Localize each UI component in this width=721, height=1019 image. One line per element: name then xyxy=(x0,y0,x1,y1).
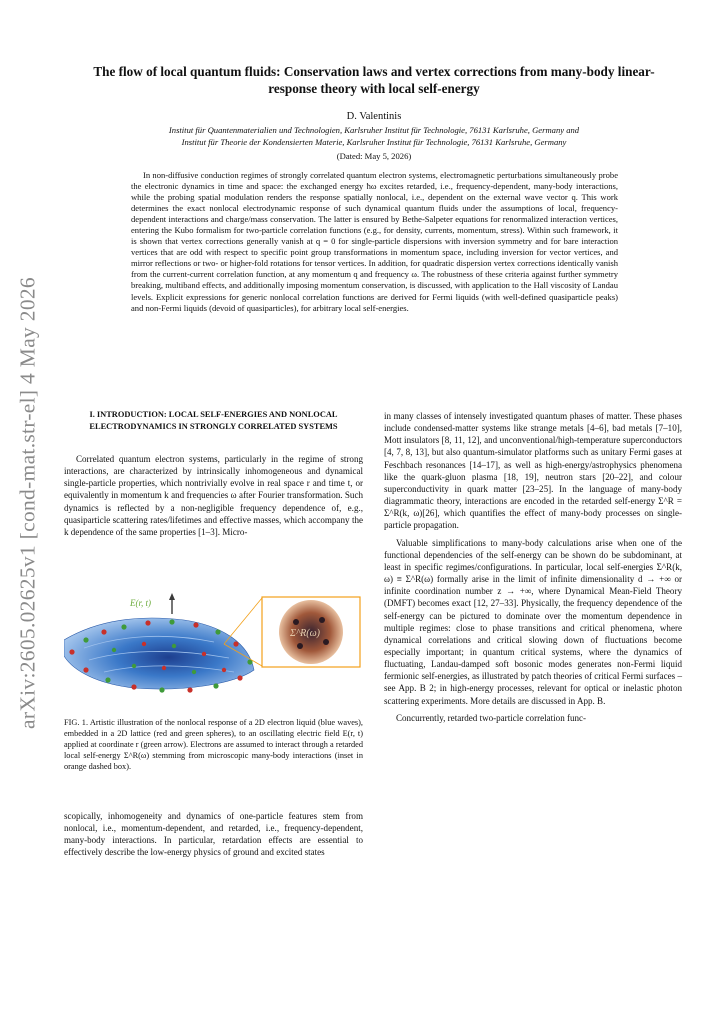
paragraph: Correlated quantum electron systems, particularly in the regime of strong interactions, are characterized by intrinsically inhomogeneous and dynamical single-particle properties, which nontrivially evolve in real space r and time t, or equivalently in momentum k and frequencies ω after Fourier transformation. Such dynamics is reflected by a non-negligible frequency dependence of, e.g., quasiparticle scattering rates/lifetimes and effective masses, which accompany the k dependence of the same properties [1–3]. Micro- xyxy=(64,454,363,537)
left-column-intro xyxy=(64,453,363,538)
arxiv-id: arXiv:2605.02625v1 [cond-mat.str-el] 4 May 2026 xyxy=(15,277,40,729)
figure-illustration xyxy=(64,592,363,704)
author: D. Valentinis xyxy=(346,111,402,122)
field-label: E(r, t) xyxy=(130,598,151,608)
abstract: In non-diffusive conduction regimes of strongly correlated quantum electron systems, electromagnetic perturbations simultaneously probe the electronic dynamics in time and space: the exchanged energy ħω excites retarded, i.e., frequency-dependent, many-body interactions, while the probing spatial modulation renders the response spatially nonlocal, i.e., dependent on the external wave vector q. This work determines the exact nonlocal electrodynamic response of such dynamical quantum fluids under the assumptions of local, frequency-dependent interactions and charge/mass conservation. The latter is ensured by Bethe-Salpeter equations for renormalized interaction vertices, entering the Kubo formalism for two-particle correlation functions (e.g., for density, currents, momentum, stress). Within such framework, it is shown that vertex corrections generally vanish at q = 0 for single-particle dispersions with inversion symmetry and for bare interaction vertices that are odd with respect to specific point group transformations in momentum space, including inversion for vector vertices, and mirror reflections or two- or higher-fold rotations for tensor vertices. In addition, for quadratic dispersion vertex corrections identically vanish from the current-current correlation function, at any momentum q and frequency ω. The robustness of these criteria against further symmetry breaking, multiband effects, and additionally imposing momentum conservation, is discussed, with application to the Hall viscosity of Landau levels. Explicit expressions for generic nonlocal correlation functions are derived for Fermi liquids (with well-defined quasiparticle peaks) and non-Fermi liquids (devoid of quasiparticles), for arbitrary local self-energies. xyxy=(131,170,618,313)
affiliation-1: Institut für Quantenmaterialien und Technologien, Karlsruher Institut für Technologie, 76131 Karlsruhe, Germany and xyxy=(168,125,580,135)
left-column-continued xyxy=(64,810,363,859)
date-line: (Dated: May 5, 2026) xyxy=(336,151,412,161)
arxiv-stamp xyxy=(8,258,48,748)
affiliations xyxy=(70,125,678,148)
paragraph: in many classes of intensely investigated quantum phases of matter. These phases include condensed-matter systems like strange metals [4–6], bad metals [7–10], Mott insulators [8, 11, 12], and unconventional/high-temperature superconductors [4, 7, 8, 13], but also quantum-simulator platforms such as unitary Fermi gases at Feschbach resonances [14–17], as well as high-energy/astrophysics phenomena like the quark-gluon plasma [18, 19], neutron stars [20–22], and colour superconductivity in quark matter [23–25]. In the language of many-body diagrammatic theory, interactions are encoded in the retarded self-energy Σ^R = Σ^R(k, ω)[26], which quantifies the effect of many-body processes on single-particle propagation. xyxy=(384,411,682,531)
right-column xyxy=(384,410,682,724)
paragraph: scopically, inhomogeneity and dynamics of one-particle features stem from nonlocal, i.e., momentum-dependent, and retarded, i.e., frequency-dependent, many-body interactions. In particular, retardation effects are essential to effectively describe the low-energy physics of ground and excited states xyxy=(64,811,363,858)
self-energy-label: Σ^R(ω) xyxy=(290,628,320,639)
paragraph: Valuable simplifications to many-body calculations arise when one of the functional dependencies of the self-energy can be shown do be subdominant, at least in specific regimes/configurations. In particular, local self-energies Σ^R(k, ω) ≡ Σ^R(ω) formally arise in the limit of infinite dimensionality d → +∞ or infinite coordination number z → +∞, where Dynamical Mean-Field Theory (DMFT) becomes exact [12, 27–33]. Physically, the frequency dependence of the self-energy can be pictured to dominate over the momentum dependence in multiple regimes: close to phase transitions and critical phenomena, where dynamical correlations and critical slowing down of fluctuations become especially important; in quantum critical systems, where the dynamics of fluctuating, Landau-damped soft bosonic modes generates non-Fermi liquid fermionic self-energies, as illustrated by patch theories of critical Fermi surfaces – see App. B 2; in high-energy processes, relevant for optical or inelastic photon scattering experiments. More details are discussed in App. B. xyxy=(384,537,682,706)
figure-caption: FIG. 1. Artistic illustration of the nonlocal response of a 2D electron liquid (blue waves), embedded in a 2D lattice (red and green spheres), to an oscillating electric field E(r, t) applied at coordinate r (green arrow). Electrons are assumed to interact through a retarded local self-energy Σ^R(ω) stemming from microscopic many-body interactions (inset in orange dashed box). xyxy=(64,718,363,771)
paragraph: Concurrently, retarded two-particle correlation func- xyxy=(396,712,587,723)
section-heading: I. INTRODUCTION: LOCAL SELF-ENERGIES AND NONLOCAL ELECTRODYNAMICS IN STRONGLY CORRELATED SYSTEMS xyxy=(89,410,338,431)
electron-liquid-wave xyxy=(64,618,254,689)
affiliation-2: Institut für Theorie der Kondensierten Materie, Karlsruher Institut für Technologie, 76131 Karlsruhe, Germany xyxy=(181,136,567,147)
figure-1 xyxy=(64,592,363,704)
paper-title: The flow of local quantum fluids: Conservation laws and vertex corrections from many-body linear-response theory with local self-energy xyxy=(93,64,655,96)
